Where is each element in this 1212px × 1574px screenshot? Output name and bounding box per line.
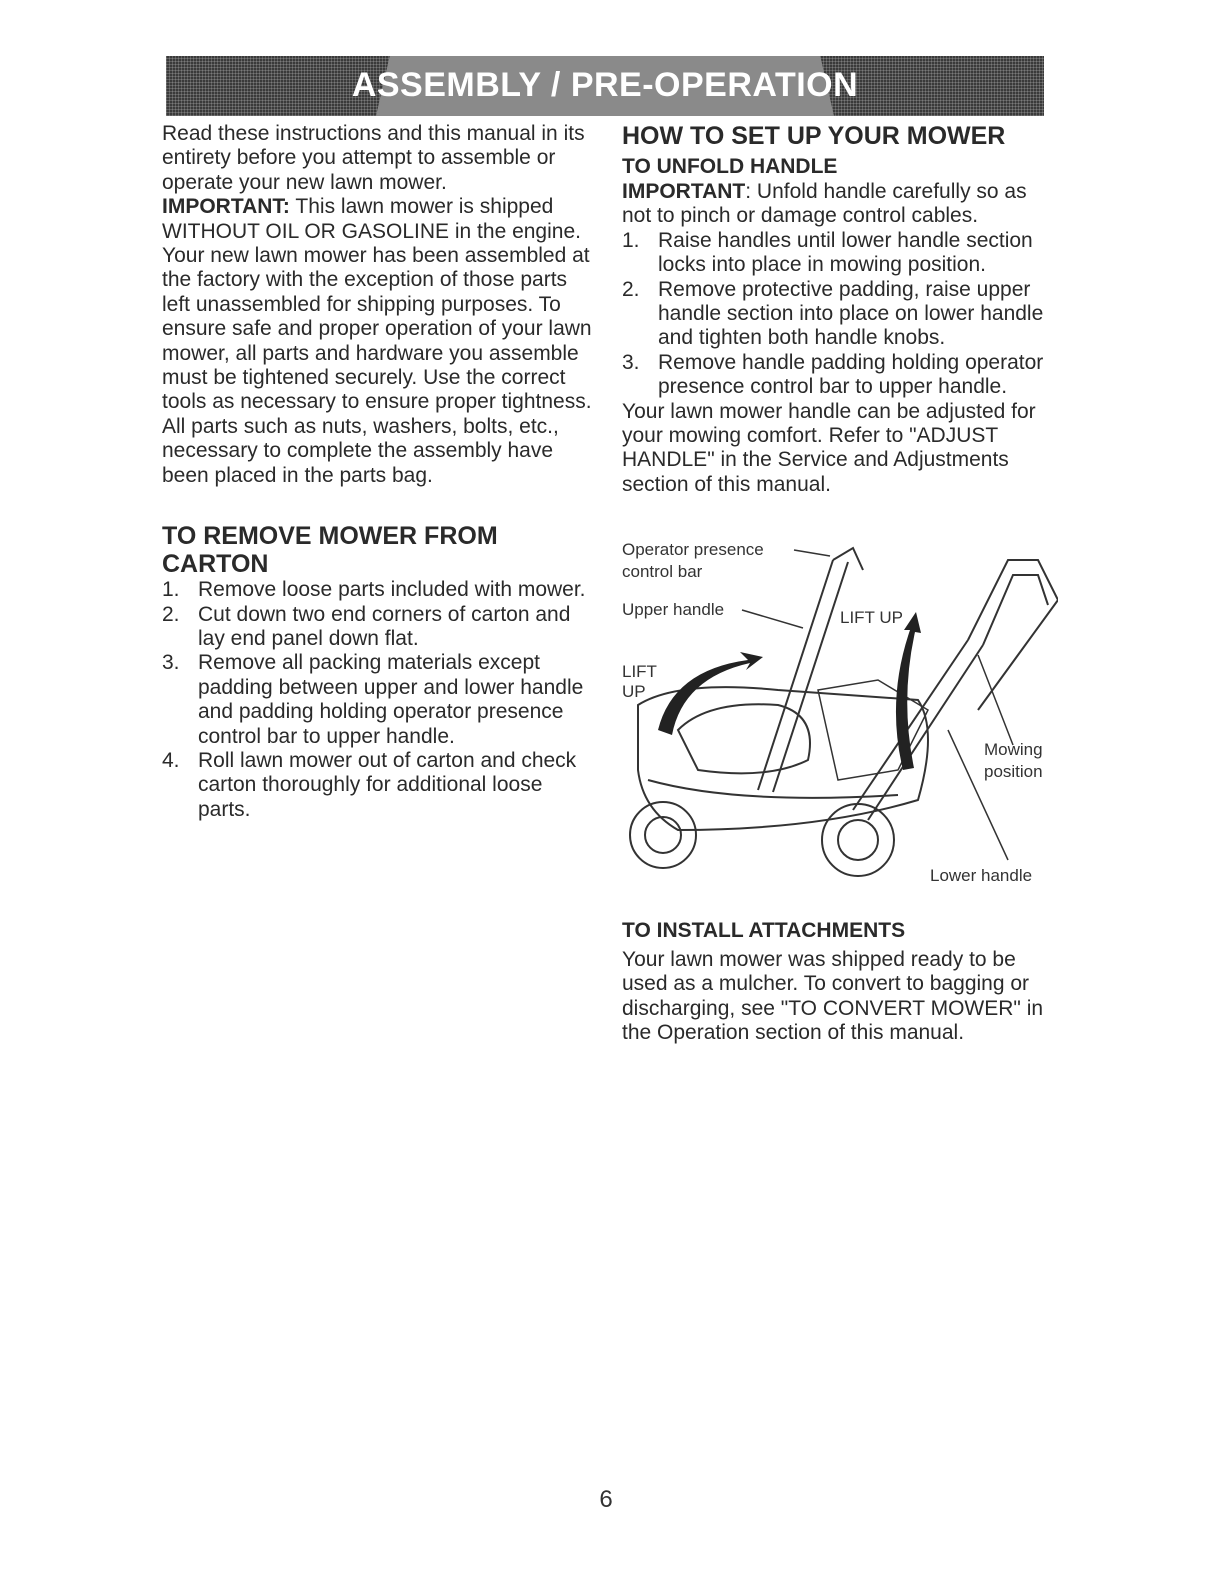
remove-steps-list — [162, 578, 594, 822]
attachments-paragraph: Your lawn mower was shipped ready to be used as a mulcher. To convert to bagging or discharging, see "TO CONVERT MOWER" in the Operation section of this manual. — [622, 948, 1044, 1045]
label-position: position — [984, 762, 1043, 781]
step-text: Cut down two end corners of carton and lay end panel down flat. — [198, 602, 571, 650]
label-mowing: Mowing — [984, 740, 1043, 759]
step-text: Roll lawn mower out of carton and check carton thoroughly for additional loose parts. — [198, 748, 577, 821]
step-text: Raise handles until lower handle section locks into place in mowing position. — [658, 228, 1033, 277]
step-number: 1. — [162, 578, 180, 602]
step-text: Remove protective padding, raise upper handle section into place on lower handle and tighten both handle knobs. — [658, 277, 1044, 350]
list-item — [162, 749, 594, 822]
unfold-steps-list — [622, 229, 1047, 400]
step-number: 2. — [622, 277, 640, 301]
label-lift: LIFT — [622, 662, 657, 681]
label-control-bar: control bar — [622, 562, 703, 581]
list-item — [622, 229, 1047, 278]
label-operator-presence: Operator presence — [622, 540, 764, 559]
section-banner — [166, 56, 1044, 116]
adjust-paragraph: Your lawn mower handle can be adjusted for your mowing comfort. Refer to "ADJUST HANDLE" in the Service and Adjustments section of this manual. — [622, 399, 1036, 496]
step-text: Remove loose parts included with mower. — [198, 578, 586, 602]
assembly-paragraph: Your new lawn mower has been assembled at the factory with the exception of those parts left unassembled for shipping purposes. To ensure safe and proper operation of your lawn mower, all parts and hardware you assemble must be tightened securely. Use the correct tools as necessary to ensure proper tightness. All parts such as nuts, washers, bolts, etc., necessary to complete the assembly have been placed in the parts bag. — [162, 244, 592, 487]
intro-paragraph: Read these instructions and this manual in its entirety before you attempt to assemble or operate your new lawn mower. — [162, 122, 585, 194]
step-number: 3. — [162, 651, 180, 675]
list-item — [622, 278, 1047, 351]
unfold-heading: TO UNFOLD HANDLE — [622, 155, 838, 178]
important-paragraph — [162, 195, 594, 244]
label-lower-handle: Lower handle — [930, 866, 1033, 885]
list-item — [162, 651, 594, 749]
attachments-section — [622, 918, 1047, 1046]
step-number: 1. — [622, 228, 640, 252]
banner-title: ASSEMBLY / PRE-OPERATION — [351, 66, 859, 104]
mower-illustration — [618, 530, 1058, 900]
important-label: IMPORTANT — [622, 180, 746, 203]
step-number: 2. — [162, 602, 180, 626]
important-text: : Unfold handle carefully so as not to pinch or damage control cables. — [622, 180, 1027, 228]
attachments-heading: TO INSTALL ATTACHMENTS — [622, 919, 906, 942]
page-number: 6 — [599, 1486, 613, 1513]
list-item — [162, 603, 594, 652]
mower-handle-figure — [618, 530, 1058, 900]
step-text: Remove all packing materials except padding between upper and lower handle and padding holding operator presence control bar to upper handle. — [198, 651, 584, 748]
unfold-important-paragraph — [622, 180, 1047, 229]
right-column — [622, 122, 1047, 497]
important-text: This lawn mower is shipped WITHOUT OIL OR GASOLINE in the engine. — [162, 195, 581, 243]
left-column — [162, 122, 594, 822]
step-number: 4. — [162, 748, 180, 772]
list-item — [162, 578, 594, 602]
label-up: UP — [622, 682, 646, 701]
remove-heading: TO REMOVE MOWER FROM CARTON — [162, 522, 498, 579]
setup-heading: HOW TO SET UP YOUR MOWER — [622, 122, 1006, 150]
label-lift-up-right: LIFT UP — [840, 608, 903, 627]
label-upper-handle: Upper handle — [622, 600, 725, 619]
important-label: IMPORTANT: — [162, 195, 290, 219]
list-item — [622, 351, 1047, 400]
step-number: 3. — [622, 350, 640, 374]
step-text: Remove handle padding holding operator presence control bar to upper handle. — [658, 350, 1044, 399]
